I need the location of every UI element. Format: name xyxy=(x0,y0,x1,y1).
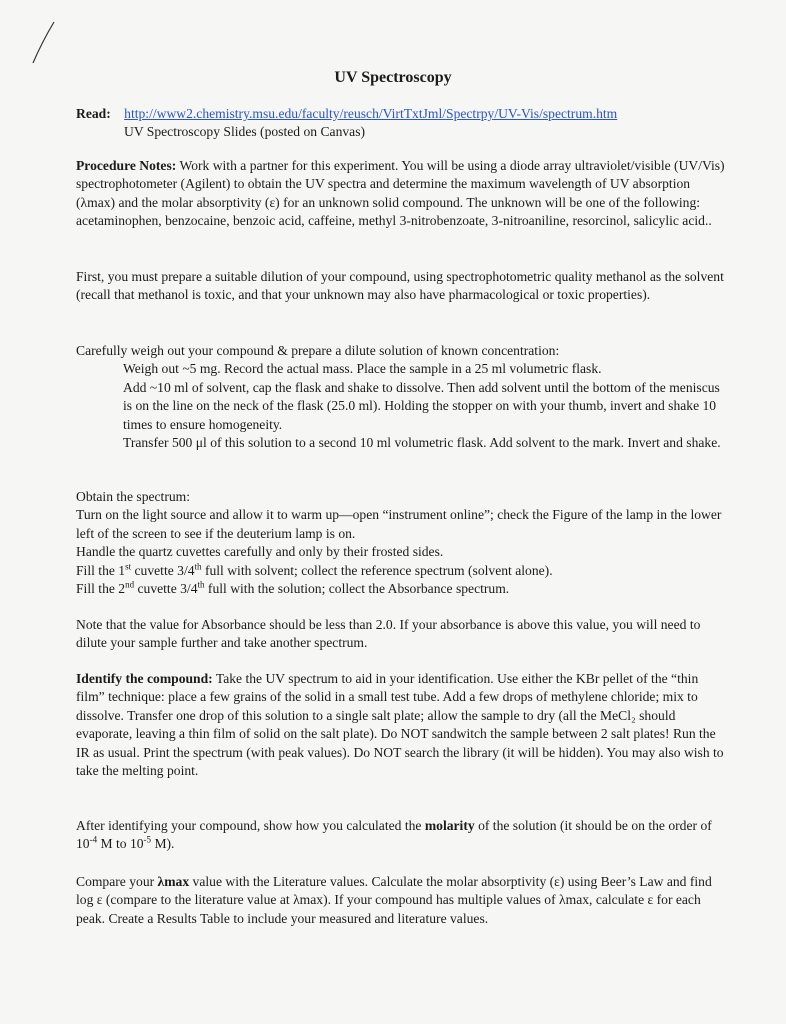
dilution-text: First, you must prepare a suitable dilution of your compound, using spectrophotometric quality methanol as the solvent (recall that methanol is toxic, and that your unknown may also have pharmacological or toxic properties). xyxy=(76,269,724,303)
molarity-text: After identifying your compound, show how you calculated the molarity of the solution (it should be on the order of $10^{-4}$ M to $10^{-5}$ M). xyxy=(76,818,712,852)
spectrum-line-2: Handle the quartz cuvettes carefully and only by their frosted sides. xyxy=(76,544,444,560)
weighing-intro: Carefully weigh out your compound & prepare a dilute solution of known concentration: xyxy=(76,343,560,358)
dilution-paragraph xyxy=(76,268,730,305)
reading-section xyxy=(76,105,617,141)
slides-note: UV Spectroscopy Slides (posted on Canvas) xyxy=(124,124,366,139)
molarity-section xyxy=(76,817,730,854)
pen-stroke-mark xyxy=(28,18,58,68)
spectrum-section xyxy=(76,488,730,598)
procedure-notes xyxy=(76,157,730,231)
weighing-step-3: Transfer 500 μl of this solution to a second 10 ml volumetric flask. Add solvent to the mark. Invert and shake. xyxy=(123,435,721,451)
spectrum-line-1: Turn on the light source and allow it to warm up—open “instrument online”; check the Figure of the lamp in the lower left of the screen to see if the deuterium lamp is on. xyxy=(76,507,722,541)
identify-text: Take the UV spectrum to aid in your identification. Use either the KBr pellet of the “thin film” technique: place a few grains of the solid in a small test tube. Add a few drops of methylene chloride; mix to dissolve. Transfer one drop of this solution to a single salt plate; allow the sample to dry (all the MeCl₂ should evaporate, leaving a thin film of solid on the salt plate). Do NOT sandwitch the sample between 2 salt plates! Run the IR as usual. Print the spectrum (with peak values). Do NOT search the library (it will be hidden). You may also wish to take the melting point. xyxy=(76,671,724,779)
weighing-step-1: Weigh out ~5 mg. Record the actual mass. Place the sample in a 25 ml volumetric flask. xyxy=(123,361,602,377)
spectrum-intro: Obtain the spectrum: xyxy=(76,489,191,504)
weighing-step-2: Add ~10 ml of solvent, cap the flask and shake to dissolve. Then add solvent until the bottom of the meniscus is on the line on the neck of the flask (25.0 ml). Holding the stopper on with your thumb, invert and shake 10 times to ensure homogeneity. xyxy=(123,379,720,432)
absorbance-note xyxy=(76,616,730,653)
page-title: UV Spectroscopy xyxy=(334,69,452,86)
weighing-section xyxy=(76,342,730,452)
identify-section xyxy=(76,670,730,780)
compare-text: Compare your λmax value with the Literature values. Calculate the molar absorptivity (ε) using Beer’s Law and find log ε (compare to the literature value at λmax). If your compound has multiple values of λmax, calculate ε for each peak. Create a Results Table to include your measured and literature values. xyxy=(76,874,712,926)
read-label: Read: xyxy=(76,106,111,121)
procedure-heading: Procedure Notes: xyxy=(76,158,177,173)
compare-section xyxy=(76,873,730,928)
procedure-text: Work with a partner for this experiment. You will be using a diode array ultraviolet/visible (UV/Vis) spectrophotometer (Agilent) to obtain the UV spectra and determine the maximum wavelength of UV absorption (λmax) and the molar absorptivity (ε) for an unknown solid compound. The unknown will be one of the following: acetaminophen, benzocaine, benzoic acid, caffeine, methyl 3-nitrobenzoate, 3-nitroaniline, resorcinol, salicylic acid.. xyxy=(76,158,725,229)
spectrum-line-4: Fill the 2nd cuvette 3/4th full with the solution; collect the Absorbance spectrum. xyxy=(76,579,510,597)
absorbance-note-text: Note that the value for Absorbance should be less than 2.0. If your absorbance is above this value, you will need to dilute your sample further and take another spectrum. xyxy=(76,617,701,651)
reading-link[interactable]: http://www2.chemistry.msu.edu/faculty/reusch/VirtTxtJml/Spectrpy/UV-Vis/spectrum.htm xyxy=(124,106,618,121)
spectrum-line-3: Fill the 1st cuvette 3/4th full with solvent; collect the reference spectrum (solvent alone). xyxy=(76,561,553,578)
identify-heading: Identify the compound: xyxy=(76,671,213,686)
